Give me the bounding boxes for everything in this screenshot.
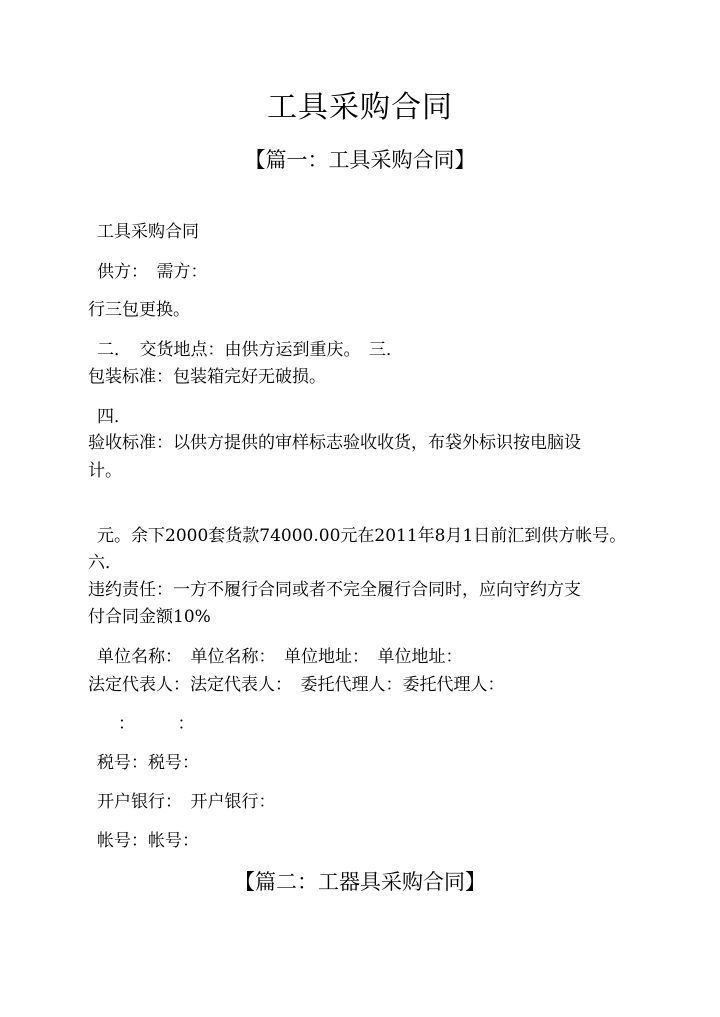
body-line: 二． 交货地点：由供方运到重庆。 三． — [97, 340, 403, 360]
section-heading-2: 【篇二：工器具采购合同】 — [234, 870, 486, 894]
body-line: 供方： 需方： — [97, 262, 208, 282]
body-line: 包装标准：包装箱完好无破损。 — [88, 367, 326, 387]
body-line: 单位名称： 单位名称： 单位地址： 单位地址： — [97, 647, 463, 667]
body-line: 行三包更换。 — [88, 300, 190, 320]
body-line: 计。 — [88, 461, 122, 481]
body-line: 验收标准：以供方提供的审样标志验收收货，布袋外标识按电脑设 — [88, 433, 581, 453]
body-line: 帐号：帐号： — [97, 831, 199, 851]
section-heading-1: 【篇一：工具采购合同】 — [244, 148, 476, 172]
body-line: 开户银行： 开户银行： — [97, 792, 276, 812]
body-line: 元。余下2000套货款74000.00元在2011年8月1日前汇到供方帐号。 — [97, 526, 627, 546]
body-line: 违约责任：一方不履行合同或者不完全履行合同时，应向守约方支 — [88, 580, 581, 600]
body-line: ： ： — [118, 714, 195, 734]
body-line: 工具采购合同 — [97, 222, 199, 242]
document-title: 工具采购合同 — [267, 90, 453, 125]
body-line: 四． — [97, 407, 131, 427]
body-line: 税号：税号： — [97, 753, 199, 773]
body-line: 六． — [88, 553, 122, 573]
body-line: 法定代表人：法定代表人： 委托代理人：委托代理人： — [88, 675, 505, 695]
body-line: 付合同金额10% — [88, 607, 211, 627]
